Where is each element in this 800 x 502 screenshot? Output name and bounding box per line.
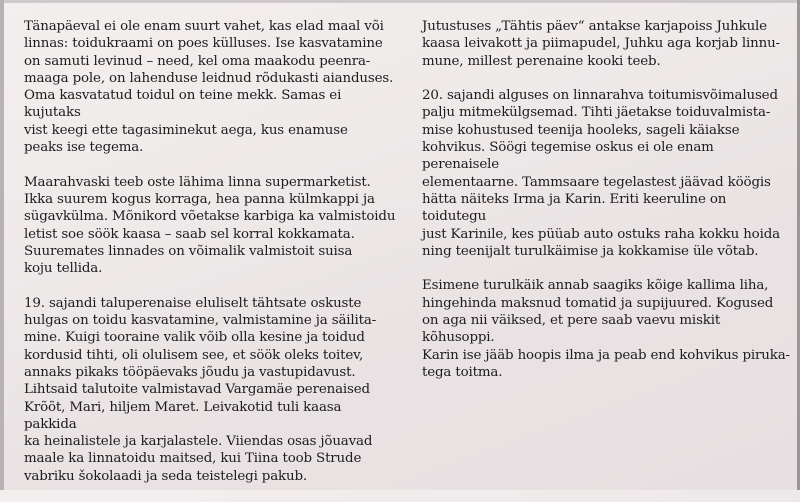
paragraph-19th-century: 19. sajandi taluperenaise eluliselt tähtsate oskuste hulgas on toidu kasvatamine, valmistamine ja säilita- mine. Kuigi tooraine valik võib olla kesine ja toidud kordusid tihti, oli olulisem see, et söök oleks toitev, annaks pikaks tööpäevaks jõudu ja vastupidavust. Lihtsaid talutoite valmistavad Vargamäe perenaised Krõõt, Mari, hiljem Maret. Leivakotid tuli kaasa pakkida ka heinalistele ja karjalastele. Viiendas osas jõuavad maale ka linnatoidu maitsed, kui Tiina toob Strude vabriku šokolaadi ja seda teistelegi pakub. xyxy=(24,295,377,484)
paragraph-20th-century: 20. sajandi alguses on linnarahva toitumisvõimalused palju mitmekülgsemad. Tihti jäetakse toiduvalmista- mise kohustused teenija hooleks, sageli käiakse kohvikus. Söögi tegemise oskus ei ole enam perenaisele elementaarne. Tammsaare tegelastest jäävad köögis hätta näiteks Irma ja Karin. Eriti keeruline on toidutegu just Karinile, kes püüab auto ostuks raha kokku hoida ning teenijalt turulkäimise ja kokkamise üle võtab. xyxy=(422,88,780,259)
paragraph-supermarket: Maarahvaski teeb oste lähima linna supermarketist. Ikka suurem kogus korraga, hea panna külmkappi ja sügavkülma. Mõnikord võetakse karbiga ka valmistoidu letist soe söök kaasa – saab sel korral kokkamata. Suuremates linnades on võimalik valmistoit suisa koju tellida. xyxy=(24,174,396,277)
panel-left-edge xyxy=(0,0,4,490)
left-text-column xyxy=(24,18,396,502)
right-text-column xyxy=(422,18,790,399)
paragraph-tahtis-paev: Jutustuses „Tähtis päev“ antakse karjapoiss Juhkule kaasa leivakott ja piimapudel, Juhku aga korjab linnu- mune, millest perenaine kooki teeb. xyxy=(422,19,780,69)
paragraph-first-market-trip: Esimene turulkäik annab saagiks kõige kallima liha, hingehinda maksnud tomatid ja supijuured. Kogused on aga nii väiksed, et pere saab vaevu miskit kõhusoppi. Karin ise jääb hoopis ilma ja peab end kohvikus piruka- tega toitma. xyxy=(422,278,790,380)
paragraph-modern-food: Tänapäeval ei ole enam suurt vahet, kas elad maal või linnas: toidukraami on poes külluses. Ise kasvatamine on samuti levinud – need, kel oma maakodu peenra- maaga pole, on lahenduse leidnud rõdukasti aianduses. Oma kasvatatud toidul on teine mekk. Samas ei kujutaks vist keegi ette tagasiminekut aega, kus enamuse peaks ise tegema. xyxy=(24,19,394,156)
panel-top-edge xyxy=(0,0,800,3)
